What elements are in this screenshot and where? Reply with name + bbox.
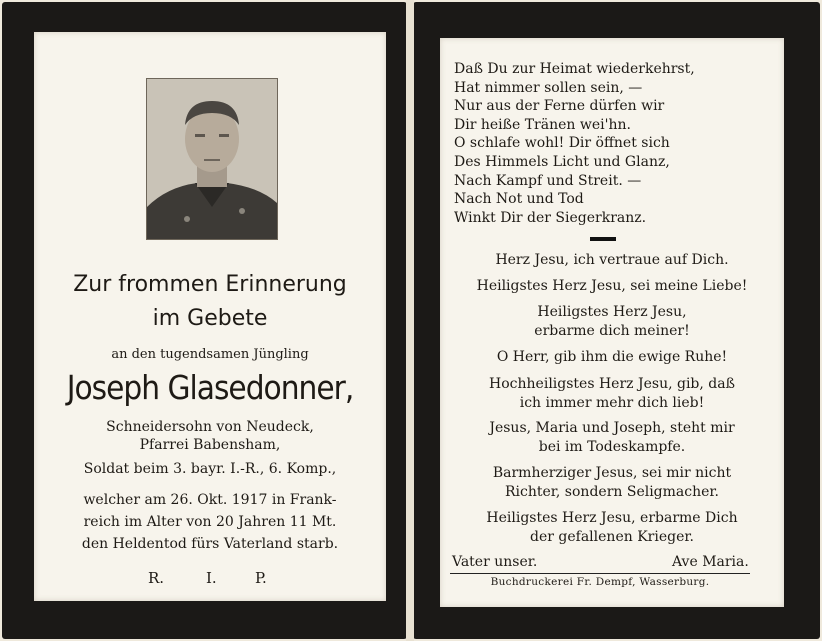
poem-line: Des Himmels Licht und Glanz, [454,153,670,170]
soldier-portrait-image [147,79,277,239]
prayer-line: Hochheiligstes Herz Jesu, gib, daß [489,376,735,392]
rip-letter: R. [148,569,165,587]
poem-line: Daß Du zur Heimat wiederkehrst, [454,61,695,77]
printer-credit: Buchdruckerei Fr. Dempf, Wasserburg. [490,576,710,588]
prayer-line: ich immer mehr dich lieb! [519,395,705,411]
prayer-line: Jesus, Maria und Joseph, steht mir [489,420,735,436]
rip-letter: P. [255,569,267,587]
poem-line: O schlafe wohl! Dir öffnet sich [454,135,670,152]
prayer-line: der gefallenen Krieger. [530,529,694,545]
printer-rule [450,573,750,574]
poem-line: Dir heiße Tränen wei'hn. [454,116,631,133]
prayer-line: bei im Todeskampfe. [538,439,686,455]
rank-line: Soldat beim 3. bayr. I.-R., 6. Komp., [83,461,337,477]
prayer-line: erbarme dich meiner! [534,323,690,339]
death-line-3: den Heldentod fürs Vaterland starb. [81,536,339,552]
death-line-2: reich im Alter von 20 Jahren 11 Mt. [83,514,337,530]
prayer-line: Heiligstes Herz Jesu, sei meine Liebe! [476,278,748,294]
prayer-line: Herz Jesu, ich vertraue auf Dich. [495,252,729,268]
prayer-line: Heiligstes Herz Jesu, erbarme Dich [486,510,738,526]
death-line-1: welcher am 26. Okt. 1917 in Frank- [83,492,337,508]
closing-prayer-left: Vater unser. [452,554,538,570]
prayer-line: Richter, sondern Seligmacher. [504,484,720,500]
poem-line: Nach Kampf und Streit. — [454,172,642,189]
portrait-photo [146,78,278,240]
prayer-line: Heiligstes Herz Jesu, [537,304,687,320]
origin-line-2: Pfarrei Babensham, [139,437,281,453]
deceased-name: Joseph Glasedonner, [66,368,354,407]
origin-line-1: Schneidersohn von Neudeck, [106,419,314,435]
poem-line: Hat nimmer sollen sein, — [454,79,643,96]
memorial-poem [454,60,695,227]
right-panel [440,38,784,607]
rip-letter: I. [206,569,217,587]
heading-line-2: im Gebete [152,306,268,331]
poem-line: Winkt Dir der Siegerkranz. [454,209,647,226]
heading-line-1: Zur frommen Erinnerung [73,272,347,297]
closing-prayer-right: Ave Maria. [672,554,749,570]
poem-line: Nur aus der Ferne dürfen wir [454,98,665,115]
card-fold [406,0,414,641]
left-panel [34,32,386,601]
ornamental-divider [590,237,616,241]
prayer-line: O Herr, gib ihm die ewige Ruhe! [496,349,728,365]
poem-line: Nach Not und Tod [454,191,584,208]
prayer-line: Barmherziger Jesus, sei mir nicht [492,465,732,481]
dedication-text: an den tugendsamen Jüngling [111,347,309,362]
